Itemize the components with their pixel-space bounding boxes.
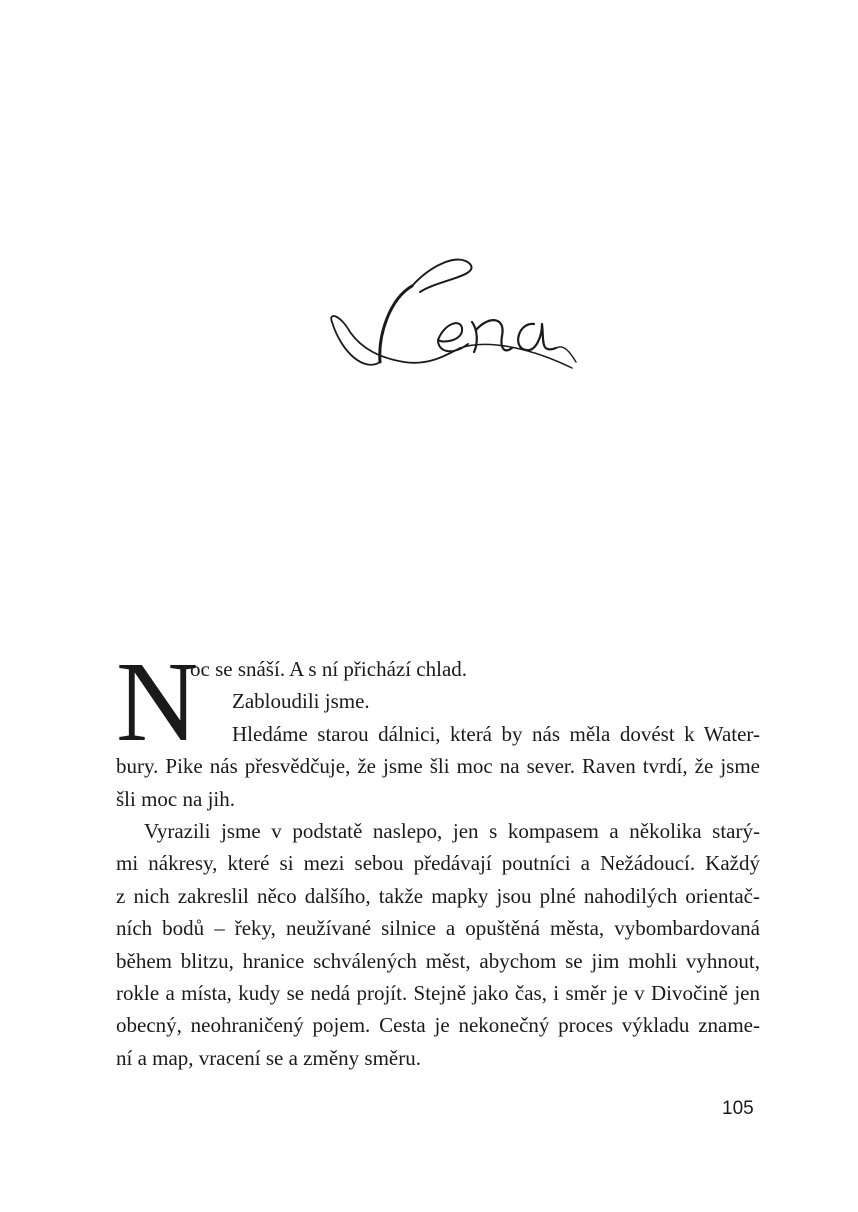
- paragraph-line: obecný, neohraničený pojem. Cesta je nekonečný proces výkladu zname-: [116, 1013, 760, 1038]
- paragraph-line: Hledáme starou dálnici, která by nás měla dovést k Water-: [232, 721, 760, 746]
- paragraph-line: šli moc na jih.: [116, 786, 235, 811]
- chapter-title: [320, 244, 590, 394]
- paragraph-line: z nich zakreslil něco dalšího, takže mapky jsou plné nahodilých orientač-: [116, 883, 760, 908]
- paragraph-line: bury. Pike nás přesvědčuje, že jsme šli moc na sever. Raven tvrdí, že jsme: [116, 754, 760, 779]
- chapter-title-calligraphy: [320, 244, 590, 394]
- paragraph-line: mi nákresy, které si mezi sebou předávají poutníci a Nežádoucí. Každý: [116, 851, 760, 876]
- paragraph-line: rokle a místa, kudy se nedá projít. Stejně jako čas, i směr je v Divočině jen: [116, 980, 760, 1005]
- paragraph-line: během blitzu, hranice schválených měst, abychom se jim mohli vyhnout,: [116, 948, 760, 973]
- paragraph-line: Vyrazili jsme v podstatě naslepo, jen s kompasem a několika starý-: [144, 818, 760, 843]
- paragraph-line: ní a map, vracení se a změny směru.: [116, 1045, 421, 1070]
- page-number: 105: [722, 1098, 754, 1119]
- drop-cap: N: [116, 638, 199, 765]
- paragraph-line: Zabloudili jsme.: [232, 689, 370, 714]
- body-text: [116, 638, 760, 1074]
- paragraph-line: ních bodů – řeky, neužívané silnice a opuštěná města, vybombardovaná: [116, 916, 760, 941]
- paragraph-line: oc se snáší. A s ní přichází chlad.: [190, 657, 468, 681]
